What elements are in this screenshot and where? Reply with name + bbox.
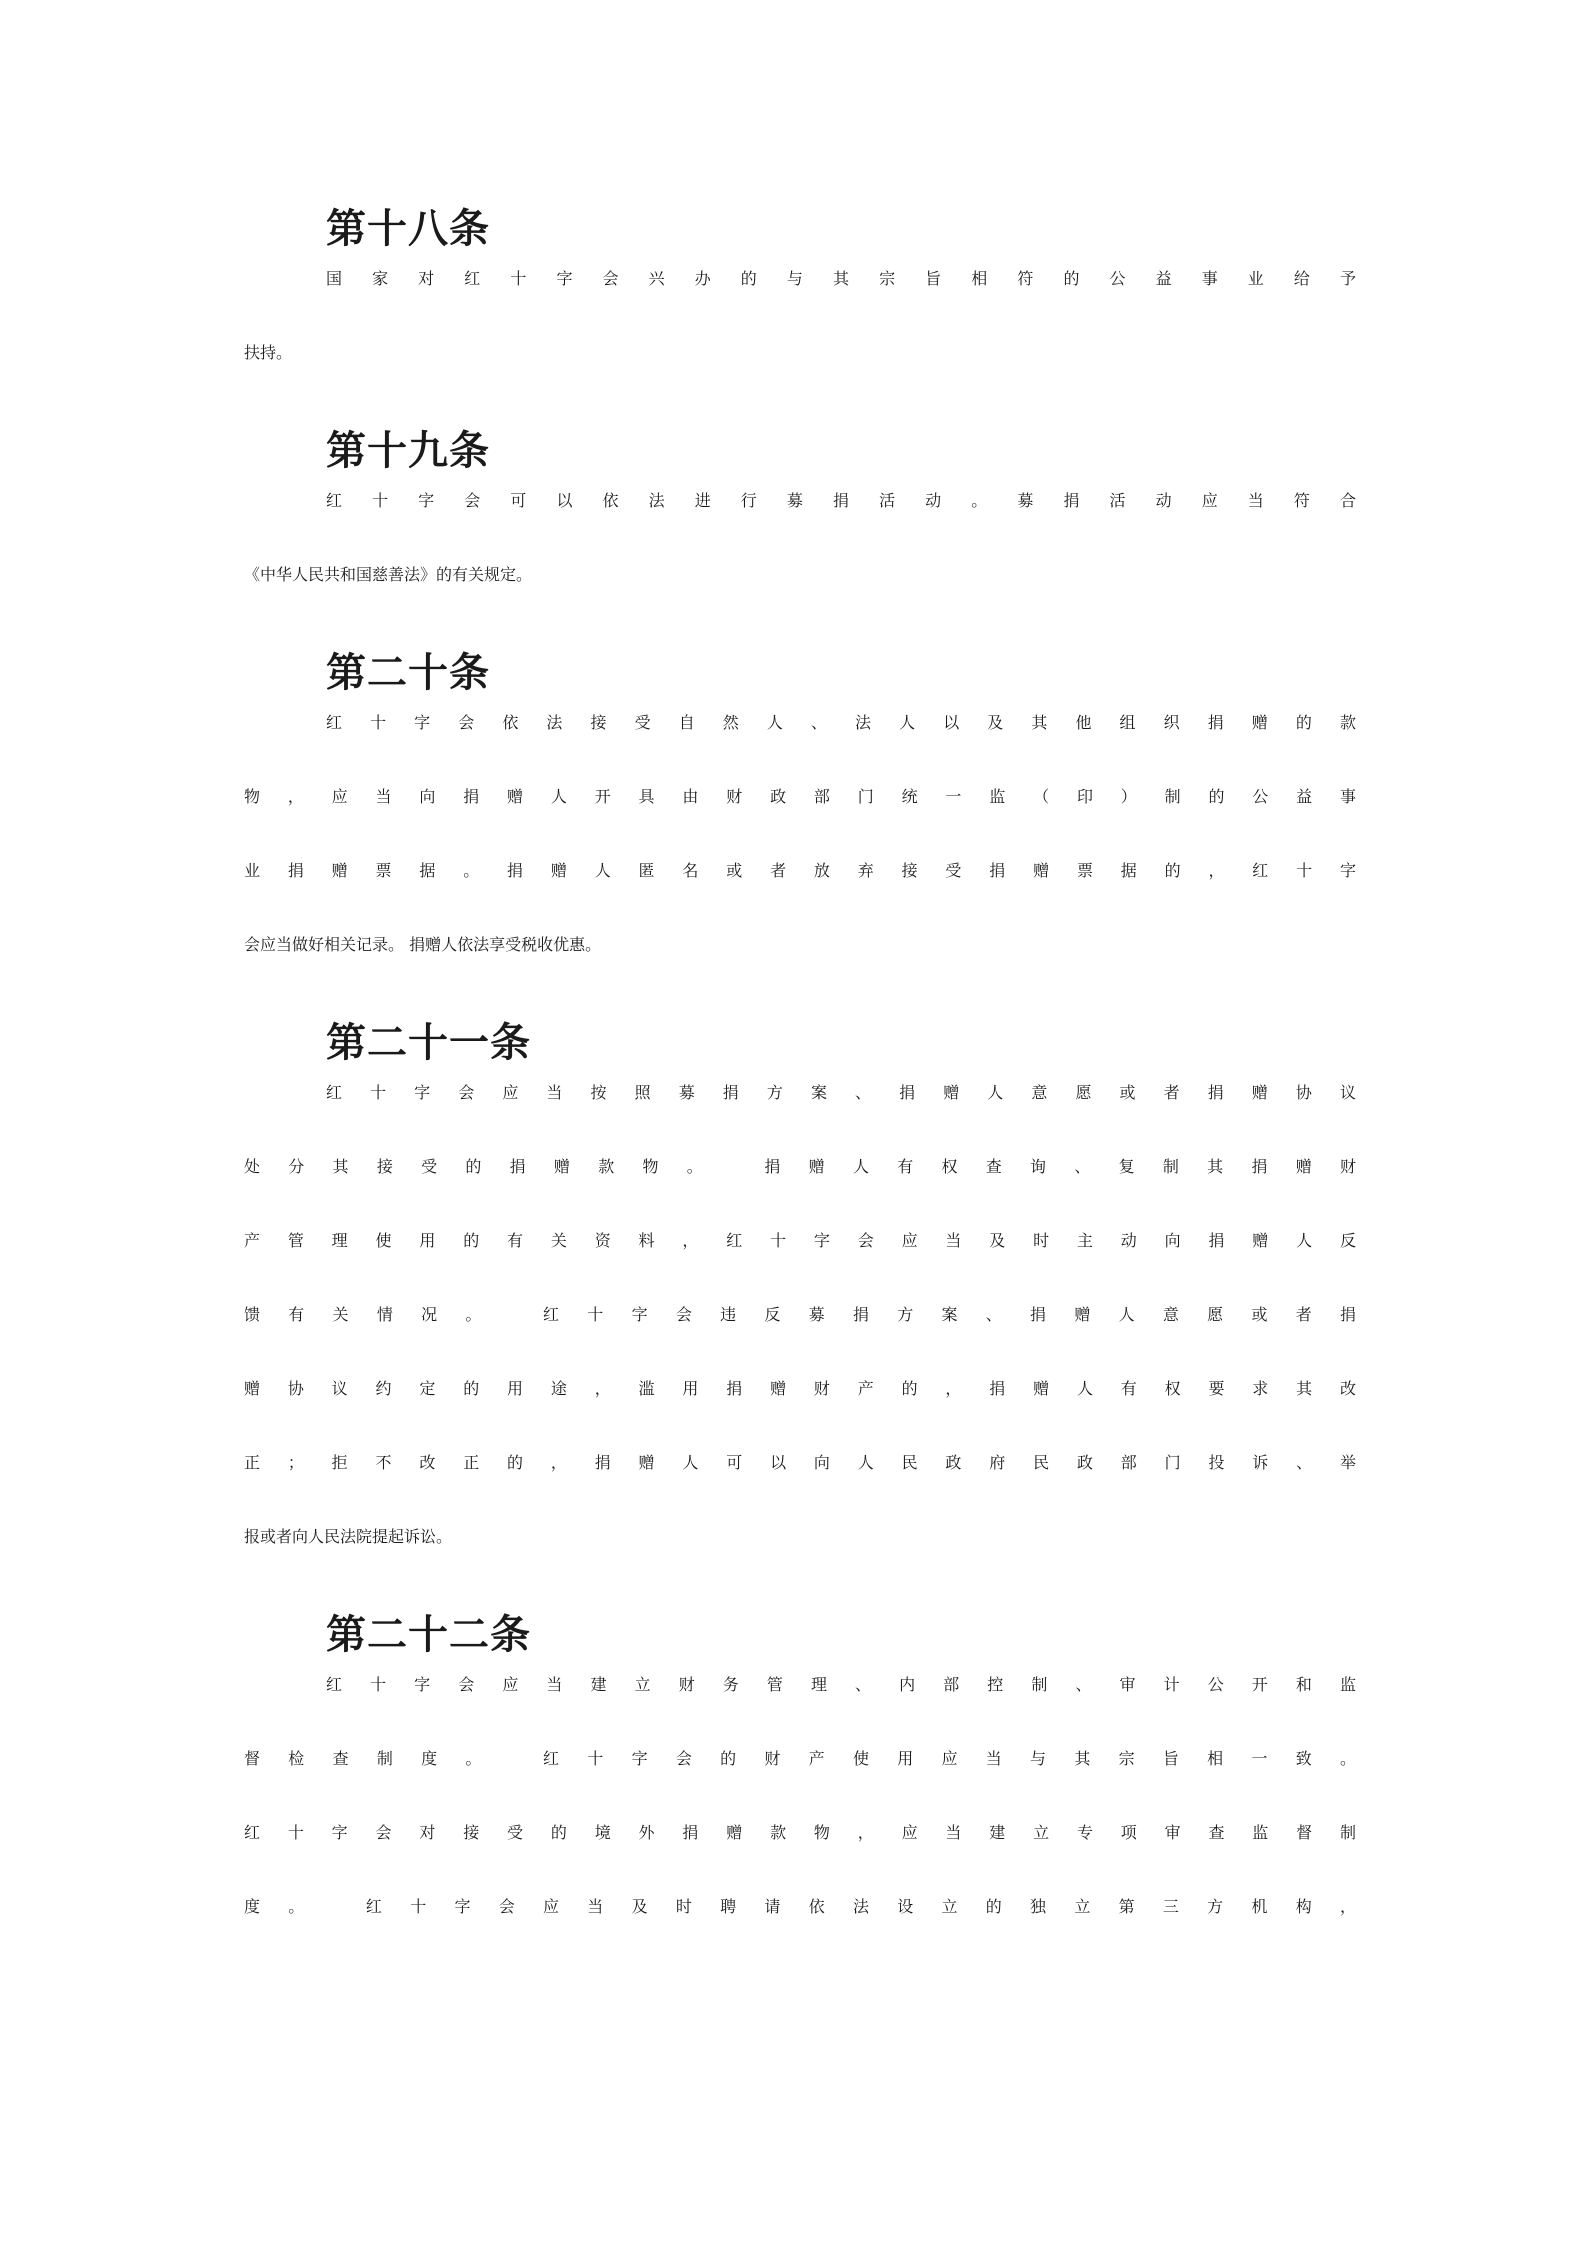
article-text-line: 督检查制度。 红十字会的财产使用应当与其宗旨相一致。 [244,1749,1356,1768]
article-text-line: 红十字会应当按照募捐方案、捐赠人意愿或者捐赠协议 [326,1083,1356,1102]
article-text-line: 业捐赠票据。捐赠人匿名或者放弃接受捐赠票据的，红十字 [244,861,1356,880]
article-text-line: 报或者向人民法院提起诉讼。 [244,1527,453,1546]
document-body [244,192,1356,1968]
article-heading: 第二十二条 [326,1611,531,1658]
article-heading: 第十九条 [326,427,490,474]
article-19 [244,414,1356,636]
article-20 [244,636,1356,1006]
article-text-line: 处分其接受的捐赠款物。 捐赠人有权查询、复制其捐赠财 [244,1157,1356,1176]
article-18 [244,192,1356,414]
article-text-line: 度。 红十字会应当及时聘请依法设立的独立第三方机构， [244,1897,1356,1916]
article-22 [244,1598,1356,1968]
article-text-line: 扶持。 [244,343,293,362]
article-text-line: 馈有关情况。 红十字会违反募捐方案、捐赠人意愿或者捐 [244,1305,1356,1324]
article-text-line: 会应当做好相关记录。 捐赠人依法享受税收优惠。 [244,935,602,954]
article-heading: 第二十条 [326,649,490,696]
article-heading: 第二十一条 [326,1019,531,1066]
article-text-line: 《中华人民共和国慈善法》的有关规定。 [244,565,533,584]
article-text-line: 红十字会应当建立财务管理、内部控制、审计公开和监 [326,1675,1356,1694]
article-text-line: 红十字会依法接受自然人、法人以及其他组织捐赠的款 [326,713,1356,732]
article-text-line: 物，应当向捐赠人开具由财政部门统一监（印）制的公益事 [244,787,1356,806]
article-text-line: 国家对红十字会兴办的与其宗旨相符的公益事业给予 [326,269,1356,288]
article-text-line: 正；拒不改正的，捐赠人可以向人民政府民政部门投诉、举 [244,1453,1356,1472]
article-text-line: 红十字会对接受的境外捐赠款物，应当建立专项审查监督制 [244,1823,1356,1842]
article-21 [244,1006,1356,1598]
article-heading: 第十八条 [326,205,490,252]
article-text-line: 红十字会可以依法进行募捐活动。募捐活动应当符合 [326,491,1356,510]
article-text-line: 产管理使用的有关资料，红十字会应当及时主动向捐赠人反 [244,1231,1356,1250]
article-text-line: 赠协议约定的用途，滥用捐赠财产的，捐赠人有权要求其改 [244,1379,1356,1398]
